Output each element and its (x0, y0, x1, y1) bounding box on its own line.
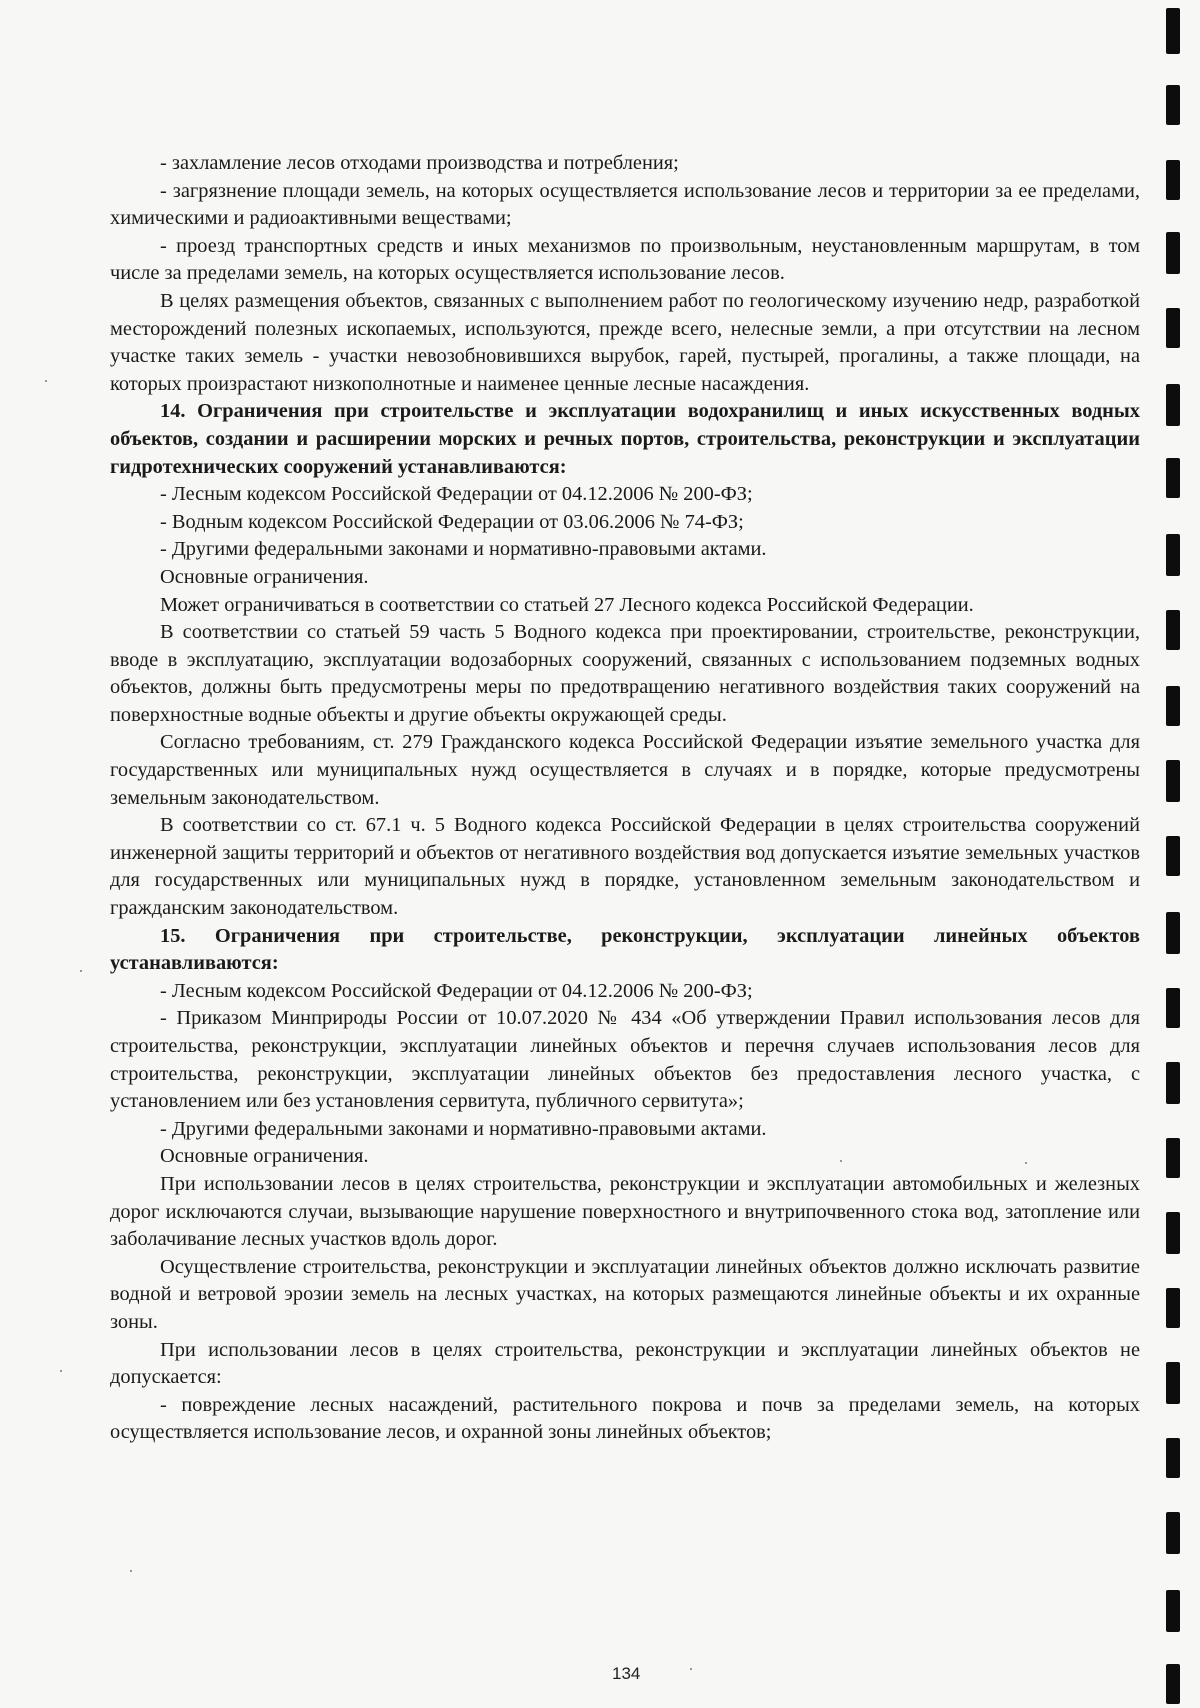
scan-speck (1025, 1162, 1027, 1164)
scan-mark (1166, 760, 1180, 802)
scan-mark (1166, 308, 1180, 348)
paragraph: - Лесным кодексом Российской Федерации от 04.12.2006 № 200-ФЗ; (160, 979, 753, 1002)
section-heading: 15. Ограничения при строительстве, реконструкции, эксплуатации линейных объектов устанавливаются: (110, 924, 1140, 975)
scan-speck (840, 1160, 842, 1162)
scan-mark (1166, 160, 1180, 200)
scan-mark (1166, 686, 1180, 726)
scan-speck (80, 970, 82, 972)
paragraph: - проезд транспортных средств и иных механизмов по произвольным, неустановленным маршрутам, в том числе за пределами земель, на которых осуществляется использование лесов. (110, 234, 1140, 285)
paragraph: - Другими федеральными законами и нормативно-правовыми актами. (160, 538, 767, 561)
scan-mark (1166, 85, 1180, 125)
paragraph: Основные ограничения. (160, 1145, 369, 1168)
scan-mark (1166, 836, 1180, 876)
scan-mark (1166, 534, 1180, 576)
scan-speck (60, 1370, 62, 1372)
paragraph: В соответствии со ст. 67.1 ч. 5 Водного кодекса Российской Федерации в целях строительства сооружений инженерной защиты территорий и объектов от негативного воздействия вод допускается изъятие земельных участков для государственных или муниципальных нужд в порядке, установленном земельным законодательством и гражданским законодательством. (110, 814, 1140, 920)
scan-mark (1166, 1062, 1180, 1104)
scan-speck (690, 1668, 692, 1670)
scan-mark (1166, 1664, 1180, 1704)
paragraph: Может ограничиваться в соответствии со статьей 27 Лесного кодекса Российской Федерации. (160, 593, 974, 616)
section-heading: 14. Ограничения при строительстве и эксплуатации водохранилищ и иных искусственных водных объектов, создании и расширении морских и речных портов, строительства, реконструкции и эксплуатации гидротехнических сооружений устанавливаются: (110, 400, 1140, 478)
scan-mark (1166, 1138, 1180, 1178)
scan-speck (45, 380, 47, 382)
scan-mark (1166, 912, 1180, 954)
scan-mark (1166, 1438, 1180, 1478)
scan-mark (1166, 232, 1180, 274)
paragraph: - Лесным кодексом Российской Федерации от 04.12.2006 № 200-ФЗ; (160, 483, 753, 506)
scan-speck (130, 1570, 132, 1572)
paragraph: В соответствии со статьей 59 часть 5 Водного кодекса при проектировании, строительстве, реконструкции, вводе в эксплуатацию, эксплуатации водозаборных сооружений, связанных с использованием подземных водных объектов, должны быть предусмотрены меры по предотвращению негативного воздействия таких сооружений на поверхностные водные объекты и другие объекты окружающей среды. (110, 621, 1140, 726)
scan-mark (1166, 384, 1180, 426)
paragraph: В целях размещения объектов, связанных с выполнением работ по геологическому изучению недр, разработкой месторождений полезных ископаемых, используются, прежде всего, нелесные земли, а при отсутствии на лесном участке таких земель - участки невозобновившихся вырубок, гарей, пустырей, прогалины, а также площади, на которых произрастают низкополнотные и наименее ценные лесные насаждения. (110, 289, 1140, 395)
paragraph: Осуществление строительства, реконструкции и эксплуатации линейных объектов должно исключать развитие водной и ветровой эрозии земель на лесных участках, на которых размещаются линейные объекты и их охранные зоны. (110, 1255, 1140, 1333)
scan-mark (1166, 1362, 1180, 1404)
scan-mark (1166, 988, 1180, 1028)
page-number: 134 (612, 1664, 641, 1683)
scan-mark (1166, 8, 1180, 54)
paragraph: - Водным кодексом Российской Федерации от 03.06.2006 № 74-ФЗ; (160, 510, 744, 533)
scan-mark (1166, 1212, 1180, 1254)
paragraph: При использовании лесов в целях строительства, реконструкции и эксплуатации автомобильных и железных дорог исключаются случаи, вызывающие нарушение поверхностного и внутрипочвенного стока вод, затопление или заболачивание лесных участков вдоль дорог. (110, 1172, 1140, 1251)
paragraph: Согласно требованиям, ст. 279 Гражданского кодекса Российской Федерации изъятие земельного участка для государственных или муниципальных нужд осуществляется в случаях и в порядке, которые предусмотрены земельным законодательством. (110, 731, 1140, 809)
scan-mark (1166, 1590, 1180, 1632)
paragraph: При использовании лесов в целях строительства, реконструкции и эксплуатации линейных объектов не допускается: (110, 1338, 1140, 1389)
paragraph: Основные ограничения. (160, 565, 369, 588)
scan-mark (1166, 610, 1180, 650)
paragraph: - Приказом Минприроды России от 10.07.2020 № 434 «Об утверждении Правил использования лесов для строительства, реконструкции, эксплуатации линейных объектов и перечня случаев использования лесов для строительства, реконструкции, эксплуатации линейных объектов без предоставления лесного участка, с установлением или без установления сервитута, публичного сервитута»; (110, 1007, 1140, 1113)
paragraph: - Другими федеральными законами и нормативно-правовыми актами. (160, 1117, 767, 1140)
document-body (110, 150, 1140, 1447)
paragraph: - повреждение лесных насаждений, растительного покрова и почв за пределами земель, на которых осуществляется использование лесов, и охранной зоны линейных объектов; (110, 1393, 1140, 1444)
scan-mark (1166, 458, 1180, 498)
paragraph: - захламление лесов отходами производства и потребления; (160, 152, 679, 174)
scan-mark (1166, 1288, 1180, 1328)
paragraph: - загрязнение площади земель, на которых осуществляется использование лесов и территории за ее пределами, химическими и радиоактивными веществами; (110, 179, 1140, 230)
scan-edge-marks (1160, 0, 1200, 1708)
scan-mark (1166, 1512, 1180, 1554)
